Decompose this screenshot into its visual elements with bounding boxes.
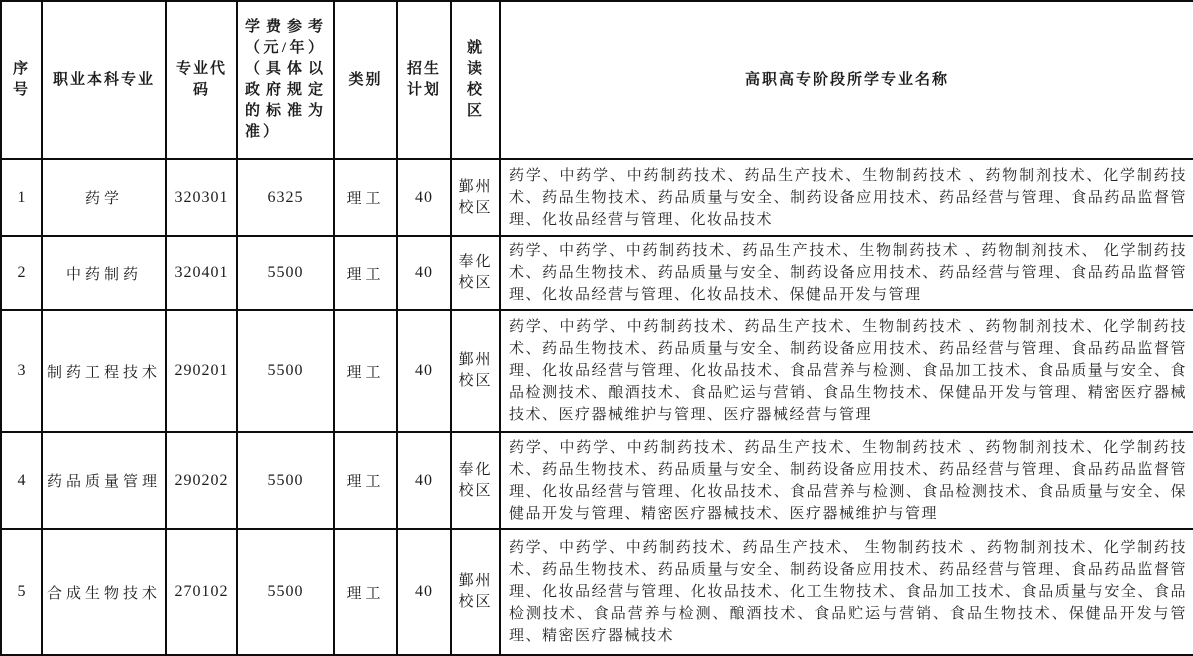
header-major-code: 专业代码 — [166, 1, 237, 159]
major-code: 270102 — [166, 529, 237, 655]
enrollment-plan-value: 40 — [397, 236, 451, 310]
prior-majors-list: 药学、中药学、中药制药技术、药品生产技术、生物制药技术 、药物制剂技术、 化学制药技术、药品生物技术、药品质量与安全、制药设备应用技术、药品经营与管理、食品药品监督管理、化妆品经营与管理、化妆品技术、保健品开发与管理 — [500, 236, 1193, 310]
serial-number: 4 — [1, 432, 42, 529]
major-code: 320401 — [166, 236, 237, 310]
campus-value: 奉化校区 — [451, 432, 500, 529]
campus-value: 鄞州校区 — [451, 529, 500, 655]
campus-value: 奉化校区 — [451, 236, 500, 310]
tuition-value: 6325 — [237, 159, 334, 236]
table-row — [1, 310, 1193, 432]
header-category: 类别 — [334, 1, 397, 159]
enrollment-plan-value: 40 — [397, 432, 451, 529]
header-campus: 就读校区 — [451, 1, 500, 159]
prior-majors-list: 药学、中药学、中药制药技术、药品生产技术、生物制药技术 、药物制剂技术、化学制药技术、药品生物技术、药品质量与安全、制药设备应用技术、药品经营与管理、食品药品监督管理、化妆品经营与管理、化妆品技术、食品营养与检测、食品加工技术、食品质量与安全、食品检测技术、酿酒技术、食品贮运与营销、食品生物技术、保健品开发与管理、精密医疗器械技术、医疗器械维护与管理、医疗器械经营与管理 — [500, 310, 1193, 432]
header-serial-number: 序号 — [1, 1, 42, 159]
major-name: 制药工程技术 — [42, 310, 166, 432]
tuition-value: 5500 — [237, 310, 334, 432]
serial-number: 3 — [1, 310, 42, 432]
prior-majors-list: 药学、中药学、中药制药技术、药品生产技术、生物制药技术 、药物制剂技术、化学制药技术、药品生物技术、药品质量与安全、制药设备应用技术、药品经营与管理、食品药品监督管理、化妆品经营与管理、化妆品技术 — [500, 159, 1193, 236]
header-prior-college-majors: 高职高专阶段所学专业名称 — [500, 1, 1193, 159]
header-tuition-reference: 学费参考（元/年）（具体以政府规定的标准为准） — [237, 1, 334, 159]
table-row — [1, 529, 1193, 655]
header-enrollment-plan: 招生计划 — [397, 1, 451, 159]
enrollment-plan-value: 40 — [397, 310, 451, 432]
table-row — [1, 432, 1193, 529]
major-name: 合成生物技术 — [42, 529, 166, 655]
serial-number: 2 — [1, 236, 42, 310]
major-code: 320301 — [166, 159, 237, 236]
prior-majors-list: 药学、中药学、中药制药技术、药品生产技术、 生物制药技术 、药物制剂技术、化学制药技术、药品生物技术、药品质量与安全、制药设备应用技术、药品经营与管理、食品药品监督管理、化妆品经营与管理、化妆品技术、化工生物技术、食品加工技术、食品质量与安全、食品检测技术、食品营养与检测、酿酒技术、食品贮运与营销、食品生物技术、保健品开发与管理、精密医疗器械技术 — [500, 529, 1193, 655]
prior-majors-list: 药学、中药学、中药制药技术、药品生产技术、生物制药技术 、药物制剂技术、化学制药技术、药品生物技术、药品质量与安全、制药设备应用技术、药品经营与管理、食品药品监督管理、化妆品经营与管理、化妆品技术、食品营养与检测、食品检测技术、食品质量与安全、保健品开发与管理、精密医疗器械技术、医疗器械维护与管理 — [500, 432, 1193, 529]
category-value: 理工 — [334, 159, 397, 236]
tuition-value: 5500 — [237, 432, 334, 529]
major-name: 中药制药 — [42, 236, 166, 310]
header-vocational-undergrad-major: 职业本科专业 — [42, 1, 166, 159]
campus-value: 鄞州校区 — [451, 159, 500, 236]
enrollment-plan-value: 40 — [397, 159, 451, 236]
major-name: 药品质量管理 — [42, 432, 166, 529]
table-header-row — [1, 1, 1193, 159]
major-code: 290202 — [166, 432, 237, 529]
enrollment-plan-value: 40 — [397, 529, 451, 655]
category-value: 理工 — [334, 432, 397, 529]
serial-number: 1 — [1, 159, 42, 236]
tuition-value: 5500 — [237, 236, 334, 310]
category-value: 理工 — [334, 236, 397, 310]
campus-value: 鄞州校区 — [451, 310, 500, 432]
major-code: 290201 — [166, 310, 237, 432]
table-row — [1, 159, 1193, 236]
category-value: 理工 — [334, 310, 397, 432]
tuition-value: 5500 — [237, 529, 334, 655]
table-row — [1, 236, 1193, 310]
major-name: 药学 — [42, 159, 166, 236]
category-value: 理工 — [334, 529, 397, 655]
serial-number: 5 — [1, 529, 42, 655]
